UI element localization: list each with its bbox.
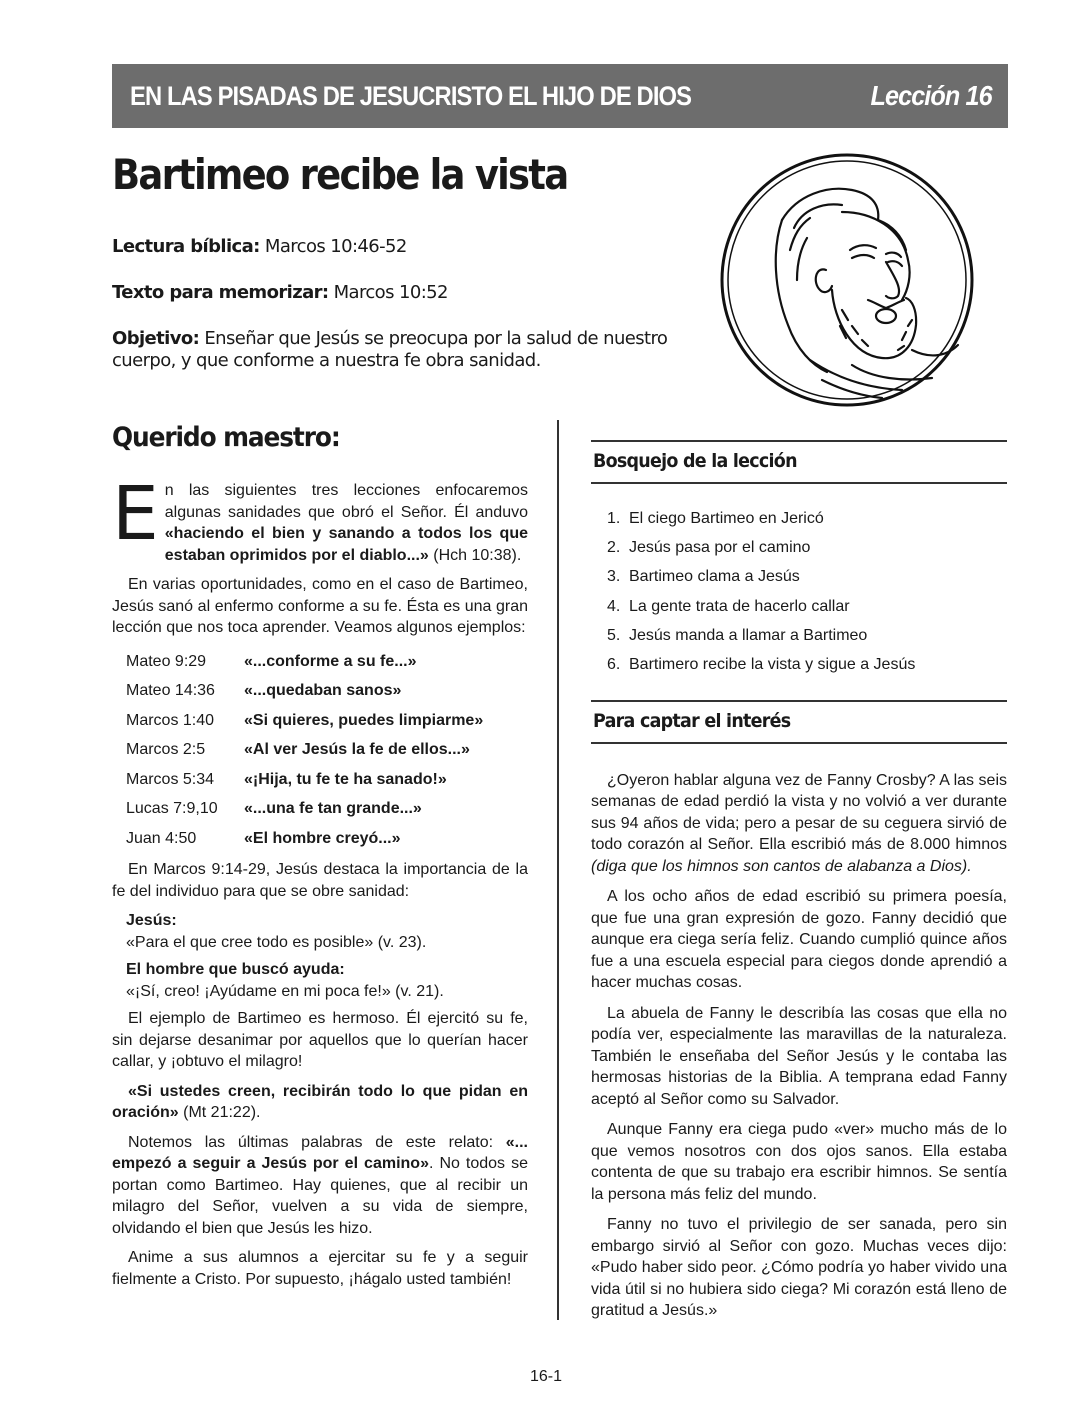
interest-heading: Para captar el interés xyxy=(593,710,791,733)
dear-teacher-heading: Querido maestro: xyxy=(112,422,340,453)
outline-item xyxy=(607,563,1007,592)
outline-item-number: 2. xyxy=(607,539,621,557)
page-number: 16-1 xyxy=(530,1368,563,1385)
scripture-example xyxy=(126,647,528,677)
scripture-quote: «...quedaban sanos» xyxy=(244,682,402,699)
outline-item xyxy=(607,533,1007,562)
intro-citation: (Hch 10:38). xyxy=(428,546,522,564)
memory-verse-label: Texto para memorizar: xyxy=(112,282,329,303)
intro-quote: «haciendo el bien y sanando a todos los que estaban oprimidos por el diablo...» xyxy=(164,525,528,564)
scripture-quote: «Al ver Jesús la fe de ellos...» xyxy=(244,741,470,758)
story-paragraph-5: Fanny no tuvo el privilegio de ser sanada, pero sin embargo sirvió al Señor con gozo. Muchas veces dijo: «Pudo haber sido peor. ¿Cómo podría yo haber vivido una vida útil si no hubiera sido ciega? Mi corazón está lleno de gratitud a Jesús.» xyxy=(591,1216,1007,1320)
bible-reading xyxy=(112,236,407,258)
story-paragraph-2: A los ocho años de edad escribió su primera poesía, que fue una gran expresión de gozo. Fanny decidió que aunque era ciega sería feliz. Cuando cumplió quince años fue a una escuela especial para ciegos donde aprendió a hacer muchas cosas. xyxy=(591,888,1007,992)
memory-verse-value: Marcos 10:52 xyxy=(328,282,448,303)
intro-paragraph xyxy=(112,471,528,566)
story-paragraph-4: Aunque Fanny era ciega pudo «ver» mucho más de lo que vemos nosotros con dos ojos sanos. Ella estaba contenta de que su trabajo era escribir himnos. Se sentía la persona más feliz del mundo. xyxy=(591,1121,1007,1203)
paragraph-4: El ejemplo de Bartimeo es hermoso. Él ejercitó su fe, sin dejarse desanimar por aquellos que lo querían hacer callar, y ¡obtuvo el milagro! xyxy=(112,1010,528,1070)
paragraph-6 xyxy=(112,1132,528,1240)
outline-heading: Bosquejo de la lección xyxy=(593,450,797,473)
outline-item-text: La gente trata de hacerlo callar xyxy=(629,597,850,615)
outline-item-number: 1. xyxy=(607,509,621,527)
outline-heading-box xyxy=(591,440,1007,484)
outline-item-text: Jesús pasa por el camino xyxy=(629,539,811,557)
outline-item xyxy=(607,504,1007,533)
outline-item-text: Bartimeo clama a Jesús xyxy=(629,568,800,586)
outline-item-text: Bartimero recibe la vista y sigue a Jesús xyxy=(629,656,916,674)
story-paragraph-1 xyxy=(591,770,1007,878)
outline-item-text: Jesús manda a llamar a Bartimeo xyxy=(629,627,868,645)
outline-item-text: El ciego Bartimeo en Jericó xyxy=(629,509,824,527)
lesson-number: Lección 16 xyxy=(870,80,992,111)
paragraph-7: Anime a sus alumnos a ejercitar su fe y a seguir fielmente a Cristo. Por supuesto, ¡hágalo usted también! xyxy=(112,1249,528,1288)
scripture-example xyxy=(126,706,528,736)
scripture-ref: Mateo 9:29 xyxy=(126,652,207,670)
outline-item-number: 6. xyxy=(607,656,621,674)
paragraph-2: En varias oportunidades, como en el caso de Bartimeo, Jesús sanó al enfermo conforme a su fe. Ésta es una gran lección que nos toca aprender. Veamos algunos ejemplos: xyxy=(112,576,528,636)
bartimaeus-portrait-illustration xyxy=(702,150,992,410)
scripture-quote: «...una fe tan grande...» xyxy=(244,800,422,817)
prayer-citation: (Mt 21:22). xyxy=(178,1104,261,1121)
scripture-quote: «¡Hija, tu fe te ha sanado!» xyxy=(244,770,447,788)
dialog-speaker-jesus: Jesús: xyxy=(126,912,177,929)
outline-item xyxy=(607,650,1007,679)
intro-text: n las siguientes tres lecciones enfocaremos algunas sanidades que obró el Señor. Él anduvo xyxy=(164,482,528,521)
paragraph-6-quote: «... empezó a seguir a Jesús por el camino» xyxy=(112,1133,528,1172)
dialog-line-jesus: «Para el que cree todo es posible» (v. 23). xyxy=(126,933,427,951)
series-title: EN LAS PISADAS DE JESUCRISTO EL HIJO DE DIOS xyxy=(130,80,692,111)
bible-reading-label: Lectura bíblica: xyxy=(112,236,260,257)
dialog-line-man: «¡Sí, creo! ¡Ayúdame en mi poca fe!» (v. 21). xyxy=(126,982,444,1000)
paragraph-6-end: . No todos se portan como Bartimeo. Hay quienes, que al recibir un milagro del Señor, vuelven a su vida de siempre, olvidando el bien que Jesús les hizo. xyxy=(112,1155,528,1237)
paragraph-6-start: Notemos las últimas palabras de este relato: xyxy=(128,1133,506,1151)
scripture-ref: Mateo 14:36 xyxy=(126,682,215,699)
scripture-ref: Juan 4:50 xyxy=(126,829,197,847)
scripture-ref: Lucas 7:9,10 xyxy=(126,800,218,817)
scripture-example xyxy=(126,676,528,706)
story-paragraph-3: La abuela de Fanny le describía las cosas que ella no podía ver, especialmente las maravillas de la naturaleza. También le enseñaba del Señor Jesús y le contaba las hermosas historias de la Biblia. A temprana edad Fanny aceptó al Señor como su Salvador. xyxy=(591,1004,1007,1108)
drop-cap: E xyxy=(112,471,159,557)
scripture-example xyxy=(126,794,528,824)
page-title: Bartimeo recibe la vista xyxy=(112,150,568,199)
scripture-ref: Marcos 1:40 xyxy=(126,711,215,729)
scripture-quote: «...conforme a su fe...» xyxy=(244,652,417,670)
bible-reading-value: Marcos 10:46-52 xyxy=(259,236,407,257)
outline-item-number: 4. xyxy=(607,597,621,615)
scripture-quote: «Si quieres, puedes limpiarme» xyxy=(244,711,484,729)
objective-label: Objetivo: xyxy=(112,328,200,349)
scripture-example xyxy=(126,824,528,854)
scripture-ref: Marcos 5:34 xyxy=(126,770,215,788)
scripture-example xyxy=(126,735,528,765)
right-column xyxy=(591,440,1007,1331)
outline-item xyxy=(607,592,1007,621)
paragraph-3: En Marcos 9:14-29, Jesús destaca la importancia de la fe del individuo para que se obre sanidad: xyxy=(112,861,528,900)
scripture-ref: Marcos 2:5 xyxy=(126,741,206,758)
outline-item-number: 5. xyxy=(607,627,621,645)
scripture-example xyxy=(126,765,528,795)
teacher-note: (diga que los himnos son cantos de alabanza a Dios). xyxy=(591,857,972,875)
paragraph-5 xyxy=(112,1081,528,1124)
dialog-speaker-man: El hombre que buscó ayuda: xyxy=(126,961,345,978)
outline-item-number: 3. xyxy=(607,568,621,586)
memory-verse xyxy=(112,282,448,304)
objective-value: Enseñar que Jesús se preocupa por la salud de nuestro cuerpo, y que conforme a nuestra fe obra sanidad. xyxy=(112,328,668,371)
scripture-examples-list xyxy=(126,647,528,854)
lesson-outline-list xyxy=(591,504,1007,680)
left-column xyxy=(112,471,528,1298)
story-paragraph-1-text: ¿Oyeron hablar alguna vez de Fanny Crosby? A las seis semanas de edad perdió la vista y no volvió a ver durante sus 94 años de vida; pero a pesar de su ceguera sirvió de todo corazón al Señor. Ella escribió más de 8.000 himnos xyxy=(591,771,1007,854)
header-banner xyxy=(112,64,1008,128)
column-divider xyxy=(557,420,559,1320)
scripture-quote: «El hombre creyó...» xyxy=(244,829,401,847)
interest-heading-box xyxy=(591,700,1007,744)
outline-item xyxy=(607,621,1007,650)
interest-story xyxy=(591,770,1007,1322)
objective xyxy=(112,328,672,372)
prayer-quote: «Si ustedes creen, recibirán todo lo que pidan en oración» xyxy=(112,1082,528,1121)
